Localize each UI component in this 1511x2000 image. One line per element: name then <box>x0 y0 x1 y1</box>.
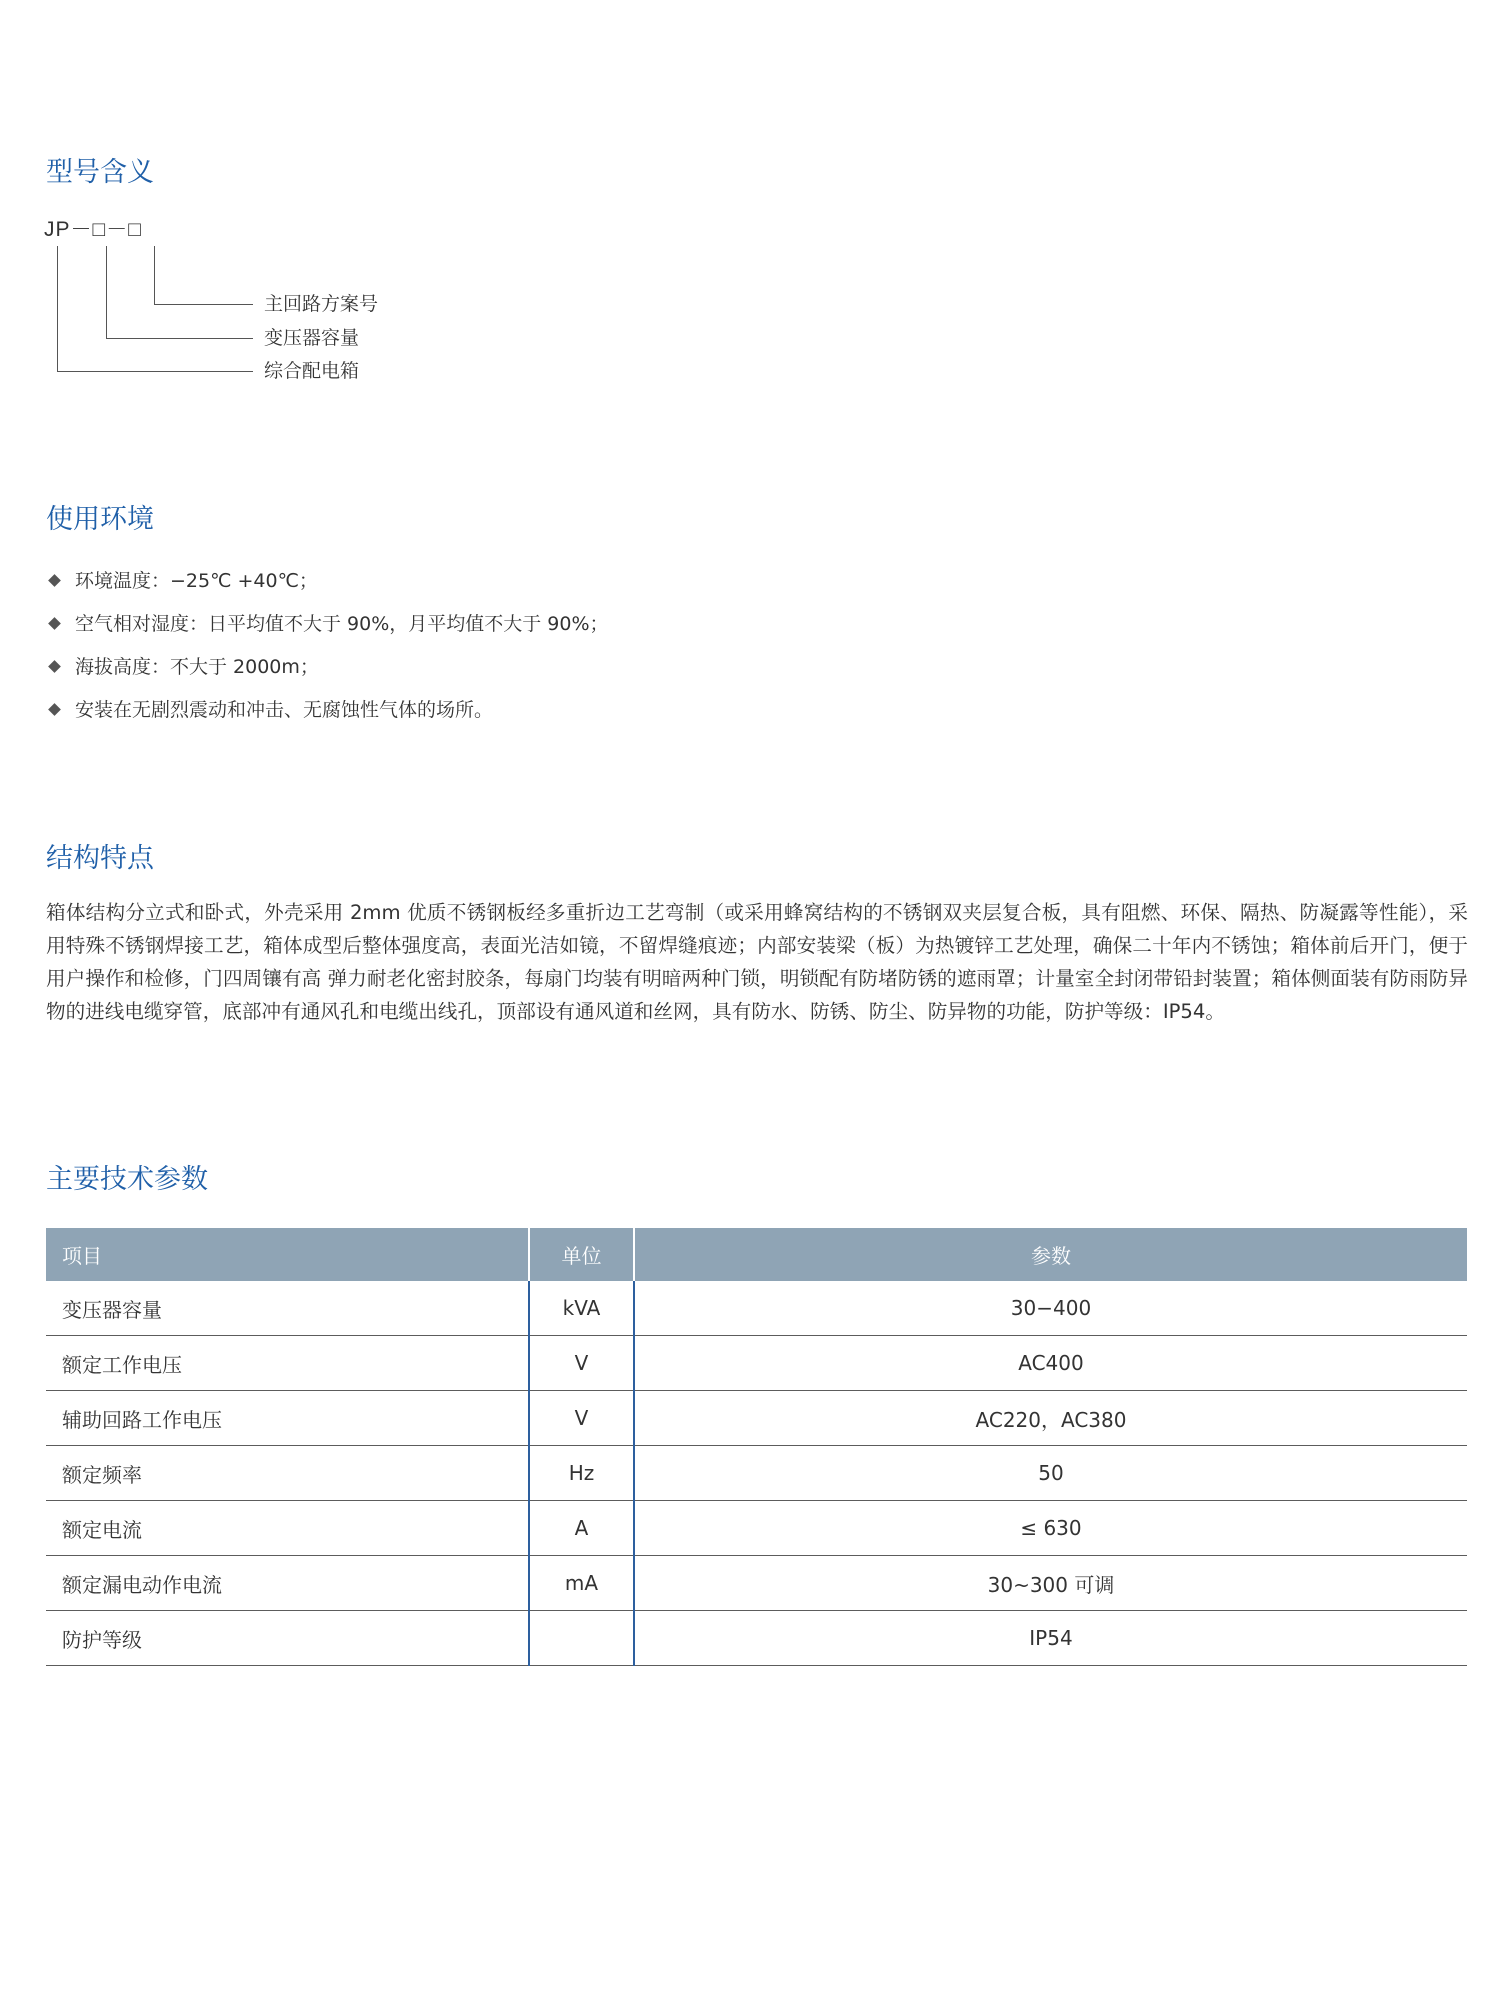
environment-item-text: 空气相对湿度：日平均值不大于 90%，月平均值不大于 90%； <box>75 613 609 635</box>
cell-unit: V <box>529 1336 634 1391</box>
label-transformer-capacity: 变压器容量 <box>264 327 360 349</box>
table-row <box>46 1446 1467 1501</box>
environment-item-text: 环境温度：−25℃ +40℃； <box>75 570 318 592</box>
model-meaning-heading: 型号含义 <box>46 157 154 188</box>
params-heading: 主要技术参数 <box>46 1164 208 1195</box>
label-main-circuit-scheme: 主回路方案号 <box>264 293 379 315</box>
table-row <box>46 1556 1467 1611</box>
cell-unit: V <box>529 1391 634 1446</box>
label-distribution-box: 综合配电箱 <box>264 360 360 382</box>
cell-unit: A <box>529 1501 634 1556</box>
table-row <box>46 1501 1467 1556</box>
environment-item <box>46 560 609 603</box>
cell-item: 变压器容量 <box>46 1281 529 1336</box>
cell-value: 50 <box>634 1446 1467 1501</box>
environment-item <box>46 689 609 732</box>
environment-item-text: 安装在无剧烈震动和冲击、无腐蚀性气体的场所。 <box>75 699 494 721</box>
table-header-row <box>46 1228 1467 1281</box>
cell-item: 防护等级 <box>46 1611 529 1666</box>
header-value: 参数 <box>634 1228 1467 1281</box>
table-row <box>46 1611 1467 1666</box>
table-row <box>46 1336 1467 1391</box>
diamond-bullet-icon <box>48 703 61 716</box>
diamond-bullet-icon <box>48 660 61 673</box>
cell-unit <box>529 1611 634 1666</box>
cell-value: AC220，AC380 <box>634 1391 1467 1446</box>
model-code: JP－□－□ <box>44 218 142 241</box>
environment-list <box>46 560 609 732</box>
environment-item <box>46 646 609 689</box>
table-row <box>46 1391 1467 1446</box>
cell-unit: mA <box>529 1556 634 1611</box>
header-unit: 单位 <box>529 1228 634 1281</box>
environment-heading: 使用环境 <box>46 504 154 535</box>
cell-item: 额定频率 <box>46 1446 529 1501</box>
cell-item: 额定漏电动作电流 <box>46 1556 529 1611</box>
diamond-bullet-icon <box>48 617 61 630</box>
cell-value: AC400 <box>634 1336 1467 1391</box>
structure-paragraph: 箱体结构分立式和卧式，外壳采用 2mm 优质不锈钢板经多重折边工艺弯制（或采用蜂窝结构的不锈钢双夹层复合板，具有阻燃、环保、隔热、防凝露等性能），采用特殊不锈钢焊接工艺，箱体成型后整体强度高，表面光洁如镜，不留焊缝痕迹；内部安装梁（板）为热镀锌工艺处理，确保二十年内不锈蚀；箱体前后开门，便于用户操作和检修，门四周镶有高 弹力耐老化密封胶条，每扇门均装有明暗两种门锁，明锁配有防堵防锈的遮雨罩；计量室全封闭带铅封装置；箱体侧面装有防雨防异物的进线电缆穿管，底部冲有通风孔和电缆出线孔，顶部设有通风道和丝网，具有防水、防锈、防尘、防异物的功能，防护等级：IP54。 <box>46 901 1468 1023</box>
cell-unit: Hz <box>529 1446 634 1501</box>
cell-item: 额定电流 <box>46 1501 529 1556</box>
cell-unit: kVA <box>529 1281 634 1336</box>
environment-item-text: 海拔高度：不大于 2000m； <box>75 656 319 678</box>
cell-value: 30~300 可调 <box>634 1556 1467 1611</box>
structure-heading: 结构特点 <box>46 843 154 874</box>
params-table <box>46 1228 1467 1666</box>
table-row <box>46 1281 1467 1336</box>
cell-value: ≤ 630 <box>634 1501 1467 1556</box>
header-item: 项目 <box>46 1228 529 1281</box>
cell-item: 辅助回路工作电压 <box>46 1391 529 1446</box>
cell-value: 30−400 <box>634 1281 1467 1336</box>
connector-line-box <box>57 246 253 372</box>
diamond-bullet-icon <box>48 574 61 587</box>
cell-value: IP54 <box>634 1611 1467 1666</box>
cell-item: 额定工作电压 <box>46 1336 529 1391</box>
environment-item <box>46 603 609 646</box>
